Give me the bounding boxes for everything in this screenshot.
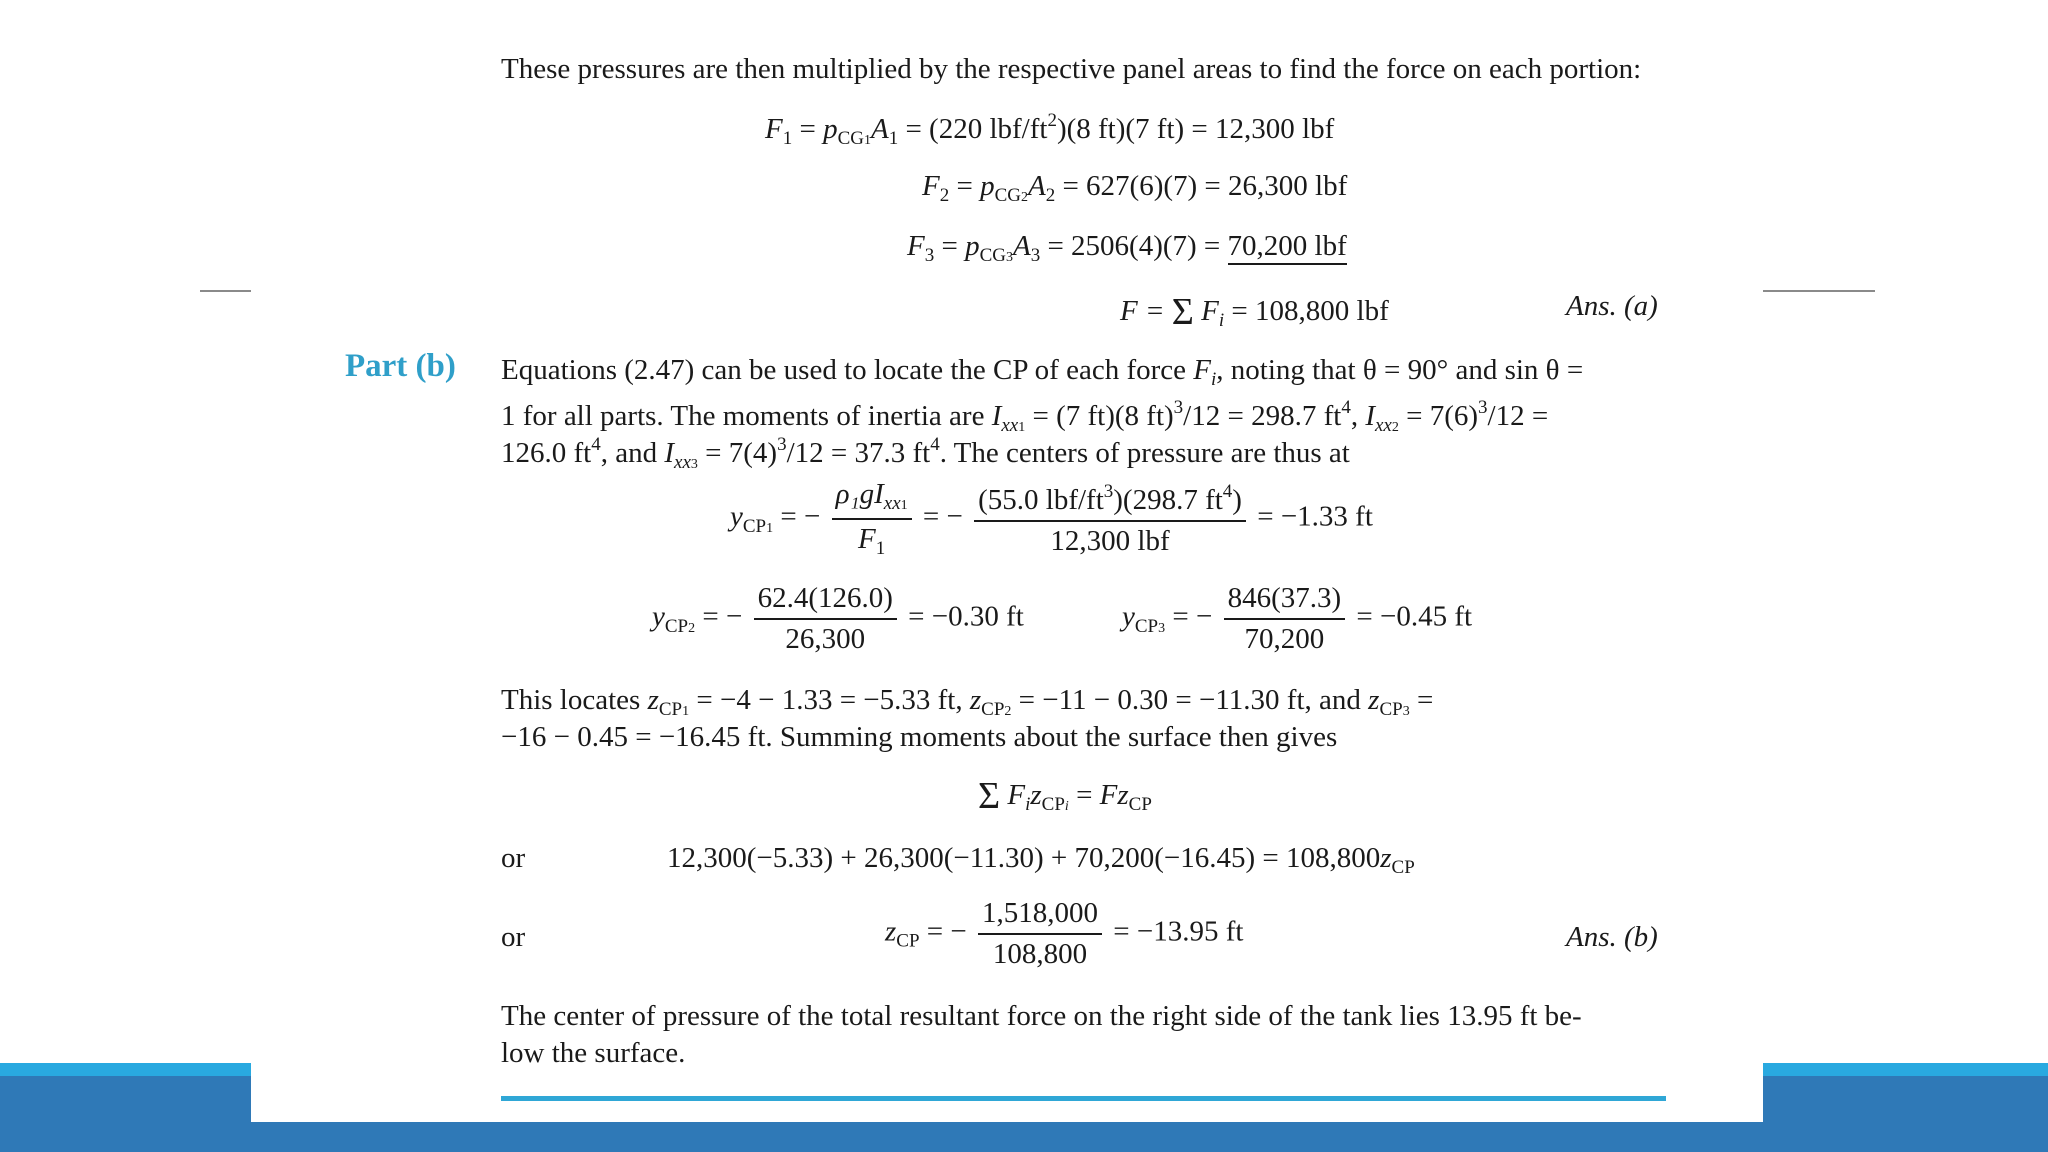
fraction-ycp3: $\frac{846(37.3)}{70,200}$ — [1224, 582, 1346, 656]
part-b-label: Part (b) — [345, 348, 456, 384]
equation-ycp3: $y_{CP3}$ = − $\frac{846(37.3)}{70,200}$ = −0.45 ft — [1122, 582, 1473, 655]
part-b-line-1: Equations (2.47) can be used to locate the CP of each force $F_i$, noting that θ = 90° and sin θ = — [501, 354, 1584, 390]
equation-moment-balance: $12,300(-5.33) + 26,300(-11.30) + 70,200(-16.45) = 108,800z_{CP}$ — [667, 842, 1415, 878]
locates-line-1: This locates $z_{CP1} = -4 - 1.33 = -5.33$ ft, $z_{CP2} = -11 - 0.30 = -11.30$ ft, and $z_{CP3}$ = — [501, 684, 1434, 720]
equation-ycp1: $y_{CP1}$ = − $\frac{\rho_1gI_{xx1}}{F_1}$ = − $\frac{(55.0 lbf/ft^3)(298.7 ft^4)}{\text{12,300 lbf}}$ = −1.33 ft — [730, 478, 1373, 559]
fraction-ycp1-symbolic: $\frac{\rho_1gI_{xx1}}{F_1}$ — [832, 478, 912, 560]
equation-zcp: $z_{CP}$ = − $\frac{1,518,000}{108,800}$ = −13.95 ft — [885, 897, 1244, 970]
or-label-1: or — [501, 842, 526, 874]
equation-f3: $F_3 = p_{CG3}A_3 = 2506(4)(7) = 70,200$ lbf — [907, 230, 1347, 266]
equation-ycp2: $y_{CP2}$ = − $\frac{62.4(126.0)}{26,300}$ = −0.30 ft — [652, 582, 1024, 655]
bottom-rule — [501, 1096, 1666, 1101]
fraction-zcp: $\frac{1,518,000}{108,800}$ — [978, 897, 1102, 971]
right-decorative-line — [1763, 290, 1875, 292]
intro-text: These pressures are then multiplied by the respective panel areas to find the force on each portion: — [501, 53, 1642, 85]
answer-a-label: Ans. (a) — [1566, 290, 1658, 322]
equation-total-force: F = Σ $F_i = 108,800$ lbf — [1120, 291, 1389, 333]
equation-f1: $F_1 = p_{CG1}A_1 = (220$ lbf/$ft^2)(8$ ft)(7 ft) = 12,300 lbf — [765, 110, 1335, 149]
fraction-ycp1-numeric: $\frac{(55.0 lbf/ft^3)(298.7 ft^4)}{\text{12,300 lbf}}$ — [974, 481, 1246, 558]
part-b-line-3: 126.0 $ft^4$, and $I_{xx3} = 7(4)^3/12 = 37.3$ $ft^4$. The centers of pressure are thus at — [501, 434, 1350, 473]
fraction-ycp2: $\frac{62.4(126.0)}{26,300}$ — [754, 582, 897, 656]
left-decorative-line — [200, 290, 252, 292]
equation-f2: $F_2 = p_{CG2}A_2 = 627(6)(7) = 26,300$ lbf — [922, 170, 1348, 206]
locates-line-2: −16 − 0.45 = −16.45 ft. Summing moments about the surface then gives — [501, 721, 1338, 753]
answer-b-label: Ans. (b) — [1566, 921, 1658, 953]
conclusion-line-1: The center of pressure of the total resultant force on the right side of the tank lies 13.95 ft be- — [501, 1000, 1582, 1032]
equation-sum-moments: Σ $F_iz_{CPi} = Fz_{CP}$ — [978, 775, 1152, 817]
or-label-2: or — [501, 921, 526, 953]
conclusion-line-2: low the surface. — [501, 1037, 686, 1069]
part-b-line-2: 1 for all parts. The moments of inertia are $I_{xx1} = (7$ ft)(8 ft)$^3$/12 = 298.7 $ft^4$, $I_{xx2} = 7(6)^3/12$ = — [501, 397, 1549, 436]
